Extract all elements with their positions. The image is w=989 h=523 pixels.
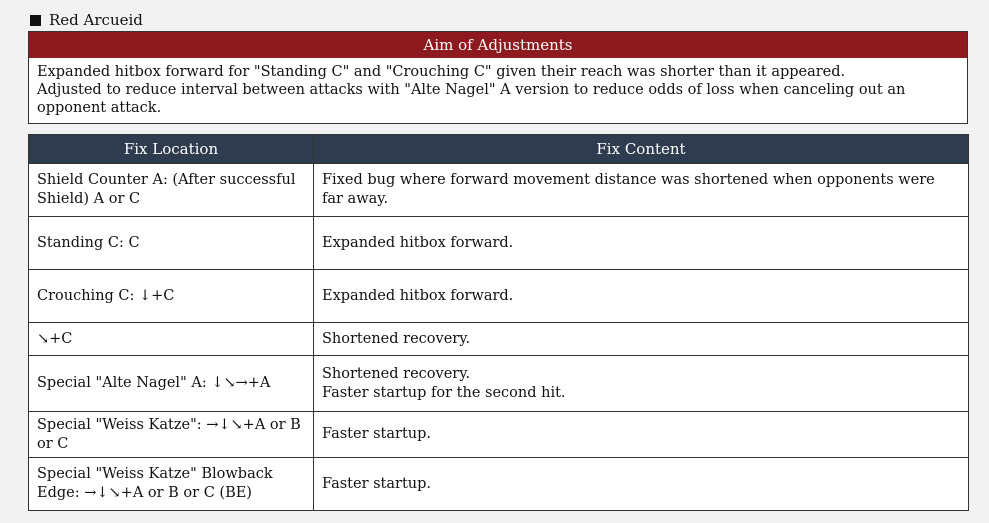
fix-location-cell: Shield Counter A: (After successful Shield) A or C (29, 164, 314, 217)
fix-content-cell (314, 217, 969, 270)
fix-content-line: Faster startup for the second hit. (322, 384, 566, 401)
fix-content-cell (314, 356, 969, 412)
fix-content-line: Shortened recovery. (322, 365, 471, 382)
fix-content-cell (314, 458, 969, 511)
fix-content-cell (314, 412, 969, 458)
aim-line: Adjusted to reduce interval between attacks with "Alte Nagel" A version to reduce odds of loss when canceling out an opponent attack. (37, 82, 906, 116)
fix-location-cell: Special "Alte Nagel" A: ↓↘→+A (29, 356, 314, 412)
fix-content-cell (314, 270, 969, 323)
table-row (29, 356, 969, 412)
fix-content-cell (314, 323, 969, 356)
fix-location-cell: Special "Weiss Katze" Blowback Edge: →↓↘+A or B or C (BE) (29, 458, 314, 511)
aim-box (28, 31, 968, 124)
fix-content-line: Fixed bug where forward movement distance was shortened when opponents were far away. (322, 172, 935, 207)
table-row (29, 412, 969, 458)
fix-content-line: Expanded hitbox forward. (322, 234, 514, 251)
fix-content-line: Faster startup. (322, 426, 432, 442)
table-row (29, 217, 969, 270)
table-row (29, 270, 969, 323)
section-title-text: Red Arcueid (49, 11, 143, 29)
aim-line: Expanded hitbox forward for "Standing C" and "Crouching C" given their reach was shorter than it appeared. (37, 64, 846, 80)
table-row (29, 458, 969, 511)
table-row (29, 323, 969, 356)
header-fix-content: Fix Content (314, 135, 969, 164)
header-fix-location: Fix Location (29, 135, 314, 164)
aim-header: Aim of Adjustments (29, 32, 967, 58)
fix-content-cell (314, 164, 969, 217)
aim-body (29, 58, 967, 123)
section-title (30, 10, 143, 30)
fix-content-line: Faster startup. (322, 475, 432, 492)
square-bullet-icon (30, 15, 41, 26)
fix-content-line: Expanded hitbox forward. (322, 287, 514, 304)
fix-location-cell: Crouching C: ↓+C (29, 270, 314, 323)
table-row (29, 164, 969, 217)
fix-location-cell: Special "Weiss Katze": →↓↘+A or B or C (29, 412, 314, 458)
table-header-row (29, 135, 969, 164)
fix-location-cell: ↘+C (29, 323, 314, 356)
fix-table (28, 134, 969, 511)
fix-location-cell: Standing C: C (29, 217, 314, 270)
fix-content-line: Shortened recovery. (322, 330, 471, 347)
